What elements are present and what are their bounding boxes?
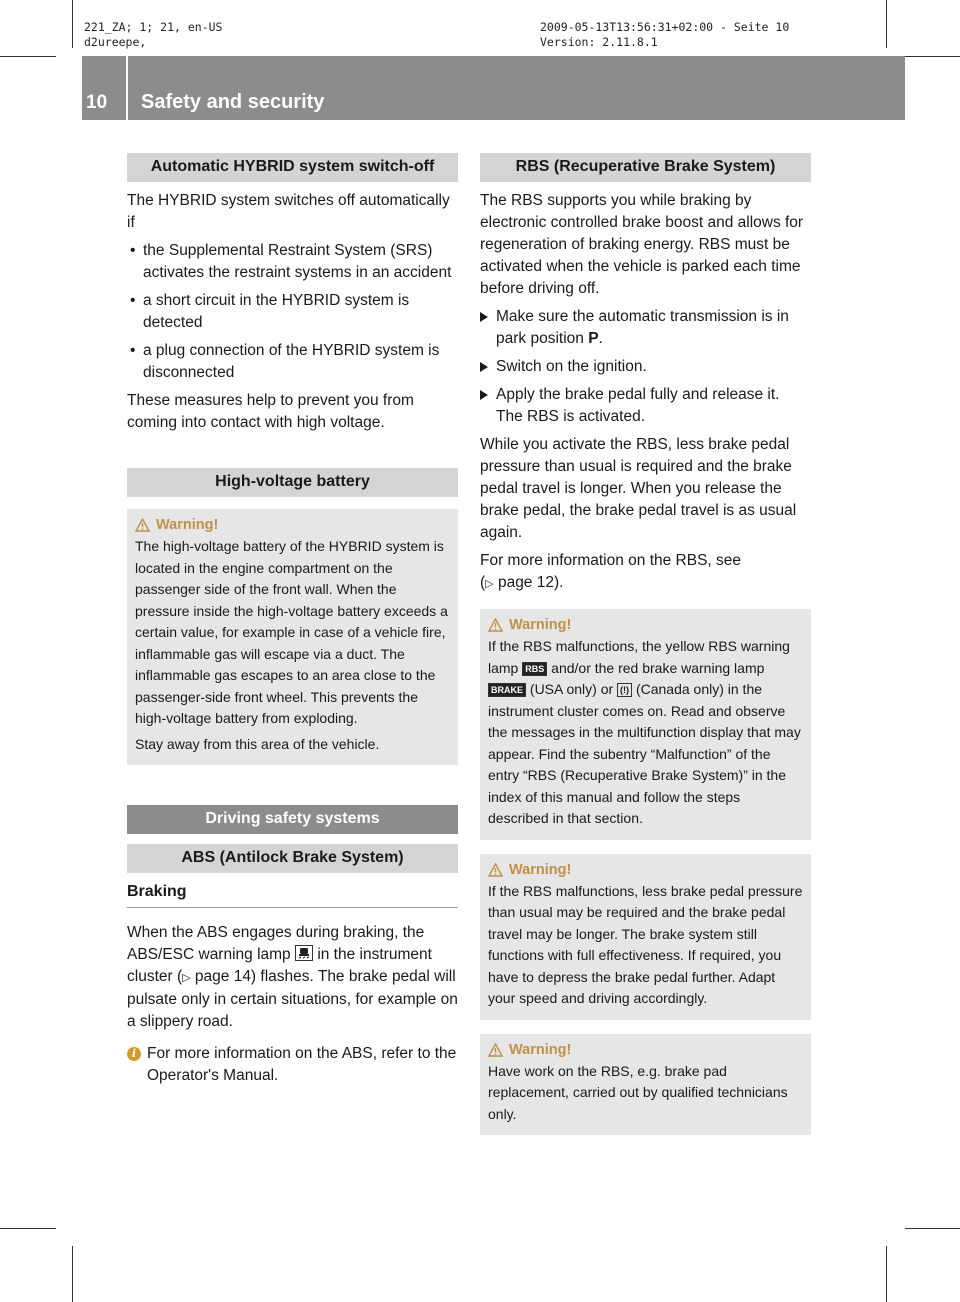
warning-text-part: (Canada only) in the instrument cluster comes on. Read and observe the messages in the multifunction display that may appear. Find the subentry “Malfunction” of the entry “RBS (Recuperative Brake System)” in the index of this manual and follow the steps described in that section. [488,681,801,826]
warning-label: Warning! [509,617,572,633]
section-title-driving-safety: Driving safety systems [127,805,458,834]
warning-text-part: and/or the red brake warning lamp [551,659,765,676]
warning-text [488,636,803,830]
list-item [480,384,811,428]
page-reference-icon: ▷ [485,578,494,590]
rbs-reference [480,550,811,595]
list-item [480,356,811,378]
rbs-intro: The RBS supports you while braking by electronic controlled brake boost and allows for regeneration of braking energy. RBS must be activated when the vehicle is parked each time before driving off. [480,192,804,297]
bullet-icon: • [130,342,136,359]
warning-header [488,1042,803,1058]
rbs-paragraph: While you activate the RBS, less brake pedal pressure than usual is required and the brake pedal travel is longer. When you release the brake pedal, the brake pedal travel is as usual again. [480,436,797,541]
warning-text: The high-voltage battery of the HYBRID system is located in the engine compartment on the passenger side of the front wall. When the pressure inside the high-voltage battery exceeds a certain value, for example in case of a vehicle fire, inflammable gas will escape via a duct. The inflammable gas escapes to an area close to the passenger-side front wheel. This prevents the high-voltage battery from exploding. [135,538,448,726]
step-result: The RBS is activated. [496,408,646,425]
print-meta-text: d2ureepe, [84,35,147,49]
warning-triangle-icon [488,863,503,877]
list-item [480,306,811,350]
warning-triangle-icon [488,618,503,632]
subsection-braking: Braking [127,883,458,908]
warning-box-rbs-service [480,1034,811,1136]
print-meta-text: Version: 2.11.8.1 [540,35,658,49]
hybrid-intro: The HYBRID system switches off automatically if [127,192,450,231]
reference-text: ( [480,574,486,591]
step-arrow-icon [480,362,488,372]
crop-mark [72,0,73,48]
warning-text: If the RBS malfunctions, less brake pedal pressure than usual may be required and the brake pedal travel may be longer. The brake system still functions with full effectiveness. If required, you have to depress the brake pedal further. Adapt your speed and driving accordingly. [488,882,803,1006]
warning-text-part: If the RBS malfunctions, the yellow RBS warning lamp [488,638,790,676]
section-title-battery: High-voltage battery [127,468,458,497]
step-text: Switch on the ignition. [496,358,647,375]
warning-box-battery [127,509,458,765]
crop-mark [905,56,960,57]
info-text: For more information on the ABS, refer to the Operator's Manual. [147,1045,457,1084]
braking-paragraph [127,922,458,1033]
header-divider [126,56,128,120]
info-icon: i [127,1047,141,1061]
canada-brake-lamp-icon: (!) [617,683,632,697]
crop-mark [0,56,56,57]
list-item [127,240,458,284]
step-text: Apply the brake pedal fully and release it. [496,386,780,403]
braking-text: in the instrument cluster ( [127,946,432,985]
warning-triangle-icon [488,1043,503,1057]
list-item-text: a plug connection of the HYBRID system is disconnected [143,342,440,381]
crop-mark [72,1246,73,1302]
print-meta-left [84,20,222,50]
left-column [127,153,458,1093]
crop-mark [886,0,887,48]
reference-text: For more information on the RBS, see [480,552,742,569]
hybrid-outro: These measures help to prevent you from coming into contact with high voltage. [127,392,414,431]
reference-text: page 12). [493,574,564,591]
print-meta-text: 2009-05-13T13:56:31+02:00 - Seite 10 [540,20,790,34]
warning-label: Warning! [509,1041,572,1058]
rbs-warning-lamp-icon: RBS [522,662,547,676]
step-text: Make sure the automatic transmission is in park position [496,308,789,347]
crop-mark [886,1246,887,1302]
warning-triangle-icon [135,518,150,532]
page-reference-icon: ▷ [182,972,191,984]
bullet-icon: • [130,292,136,309]
print-meta-text: 221_ZA; 1; 21, en-US [84,20,223,34]
step-text: . [598,330,603,347]
step-arrow-icon [480,390,488,400]
print-meta-right [540,20,789,50]
right-column [480,153,811,1149]
section-title-rbs: RBS (Recuperative Brake System) [480,153,811,182]
warning-box-rbs-lamps [480,609,811,840]
section-title-hybrid: Automatic HYBRID system switch-off [127,153,458,182]
list-item-text: a short circuit in the HYBRID system is detected [143,292,410,331]
warning-header [488,862,803,878]
step-text: P [588,330,599,347]
list-item [127,340,458,384]
hybrid-bullet-list [127,240,458,384]
warning-header [135,517,450,533]
section-title-abs: ABS (Antilock Brake System) [127,844,458,873]
braking-text: When the ABS engages during braking, the ABS/ESC warning lamp [127,924,425,963]
list-item-text: the Supplemental Restraint System (SRS) activates the restraint systems in an accident [143,242,452,281]
warning-label: Warning! [509,861,572,878]
page-title: Safety and security [141,91,325,113]
warning-text: Have work on the RBS, e.g. brake pad replacement, carried out by qualified technicians only. [488,1062,788,1122]
warning-text: Stay away from this area of the vehicle. [135,735,380,752]
abs-esc-warning-lamp-icon [295,945,313,961]
brake-warning-lamp-icon: BRAKE [488,683,526,697]
rbs-steps [480,306,811,428]
warning-text-part: (USA only) or [529,681,614,697]
warning-box-rbs-malfunction [480,854,811,1020]
list-item [127,290,458,334]
warning-label: Warning! [156,517,219,533]
page-number: 10 [86,92,108,113]
braking-text: page 14) flashes. The brake pedal will pulsate only in certain situations, for example on a slippery road. [127,968,458,1030]
crop-mark [0,1228,56,1229]
crop-mark [905,1228,960,1229]
warning-header [488,617,803,633]
bullet-icon: • [130,242,136,259]
step-arrow-icon [480,312,488,322]
info-note [127,1043,458,1093]
